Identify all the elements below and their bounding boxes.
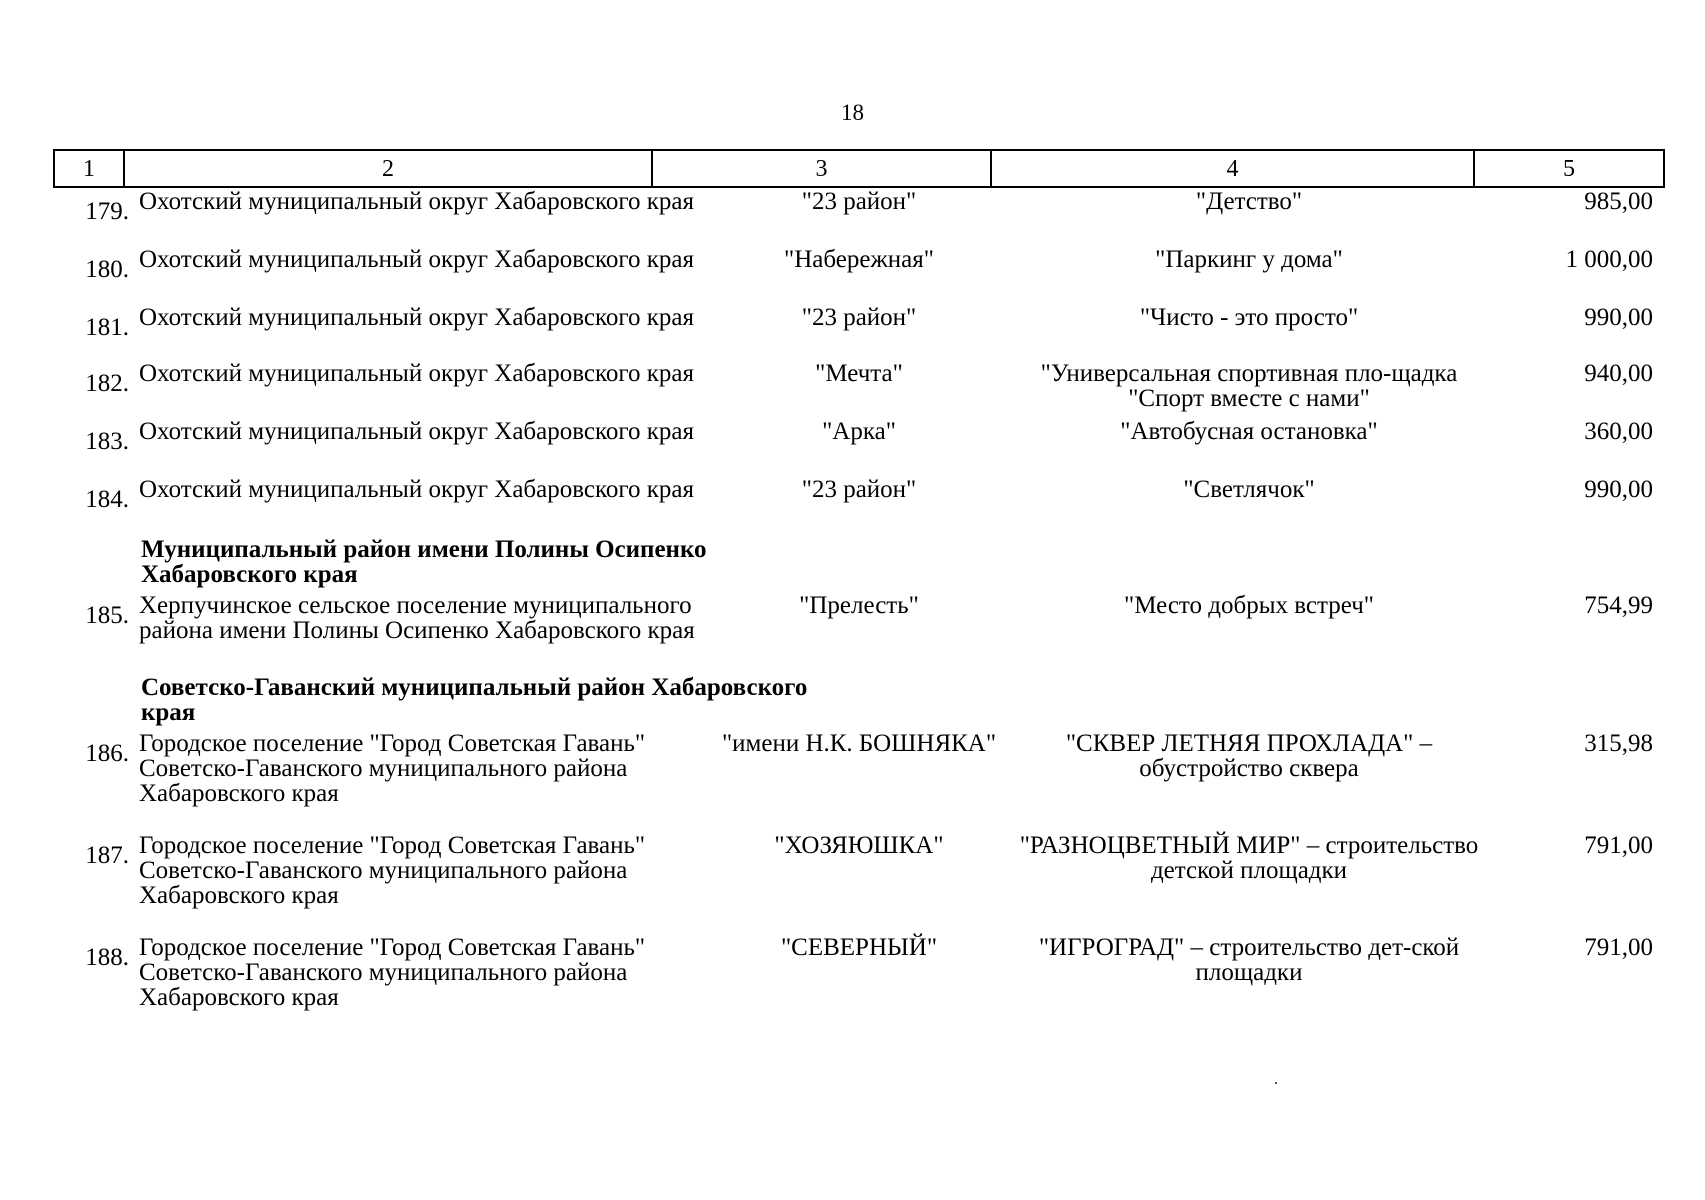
amount: 315,98 [1584, 730, 1653, 757]
project-name: "Прелесть" [799, 592, 919, 619]
amount: 754,99 [1584, 592, 1653, 619]
row-number: 182. [85, 370, 129, 397]
municipality-name: Городское поселение "Город Советская Гавань" Советско-Гаванского муниципального района Хабаровского края [139, 730, 646, 807]
municipality-name: Охотский муниципальный округ Хабаровского края [139, 418, 695, 445]
row-number: 184. [85, 486, 129, 513]
project-description: "ИГРОГРАД" – строительство дет-ской площадки [1038, 934, 1460, 986]
row-number: 179. [85, 198, 129, 225]
scan-speck [1275, 1082, 1277, 1084]
municipality-name: Охотский муниципальный округ Хабаровского края [139, 360, 695, 387]
page-number: 18 [841, 100, 864, 125]
section-heading: Муниципальный район имени Полины Осипенко Хабаровского края [141, 536, 707, 588]
amount: 360,00 [1584, 418, 1653, 445]
row-number: 181. [85, 314, 129, 341]
project-description: "Детство" [1195, 188, 1303, 215]
municipality-name: Охотский муниципальный округ Хабаровского края [139, 188, 695, 215]
project-description: "Место добрых встреч" [1124, 592, 1374, 619]
municipality-name: Охотский муниципальный округ Хабаровского края [139, 246, 695, 273]
row-number: 188. [85, 944, 129, 971]
column-header-4: 4 [991, 150, 1474, 187]
table-row [53, 935, 1653, 1037]
row-number: 180. [85, 256, 129, 283]
amount: 940,00 [1584, 360, 1653, 387]
project-name: "имени Н.К. БОШНЯКА" [721, 730, 997, 757]
municipality-name: Херпучинское сельское поселение муниципального района имени Полины Осипенко Хабаровского края [139, 592, 695, 644]
table-row [53, 189, 1653, 247]
row-number: 187. [85, 842, 129, 869]
row-number: 186. [85, 740, 129, 767]
table-row [53, 305, 1653, 361]
table-row [53, 247, 1653, 305]
table-body [53, 189, 1653, 1037]
project-name: "СЕВЕРНЫЙ" [780, 934, 938, 961]
table-row [53, 477, 1653, 535]
amount: 990,00 [1584, 476, 1653, 503]
project-description: "Чисто - это просто" [1139, 304, 1359, 331]
column-header-3: 3 [652, 150, 991, 187]
project-name: "23 район" [801, 188, 917, 215]
project-name: "23 район" [801, 476, 917, 503]
table-row [53, 361, 1653, 419]
municipality-name: Охотский муниципальный округ Хабаровского края [139, 476, 695, 503]
project-description: "Универсальная спортивная пло-щадка "Спорт вместе с нами" [1040, 360, 1458, 412]
table-header [53, 149, 1665, 188]
table-row [53, 593, 1653, 675]
project-description: "Паркинг у дома" [1155, 246, 1343, 273]
project-name: "23 район" [801, 304, 917, 331]
project-name: "Арка" [822, 418, 896, 445]
amount: 791,00 [1584, 934, 1653, 961]
column-header-2: 2 [124, 150, 652, 187]
project-name: "ХОЗЯЮШКА" [774, 832, 944, 859]
amount: 1 000,00 [1565, 246, 1653, 273]
table-row [53, 833, 1653, 935]
row-number: 185. [85, 602, 129, 629]
project-name: "Набережная" [784, 246, 934, 273]
amount: 791,00 [1584, 832, 1653, 859]
project-description: "СКВЕР ЛЕТНЯЯ ПРОХЛАДА" – обустройство сквера [1065, 730, 1433, 782]
project-description: "Автобусная остановка" [1120, 418, 1378, 445]
municipality-name: Городское поселение "Город Советская Гавань" Советско-Гаванского муниципального района Хабаровского края [139, 934, 646, 1011]
section-heading: Советско-Гаванский муниципальный район Хабаровского края [141, 674, 808, 726]
column-header-5: 5 [1474, 150, 1664, 187]
project-description: "РАЗНОЦВЕТНЫЙ МИР" – строительство детской площадки [1019, 832, 1479, 884]
municipality-name: Охотский муниципальный округ Хабаровского края [139, 304, 695, 331]
table-row [53, 731, 1653, 833]
amount: 985,00 [1584, 188, 1653, 215]
project-description: "Светлячок" [1183, 476, 1315, 503]
municipality-name: Городское поселение "Город Советская Гавань" Советско-Гаванского муниципального района Хабаровского края [139, 832, 646, 909]
column-header-1: 1 [54, 150, 124, 187]
row-number: 183. [85, 428, 129, 455]
table-row [53, 419, 1653, 477]
amount: 990,00 [1584, 304, 1653, 331]
project-name: "Мечта" [815, 360, 903, 387]
